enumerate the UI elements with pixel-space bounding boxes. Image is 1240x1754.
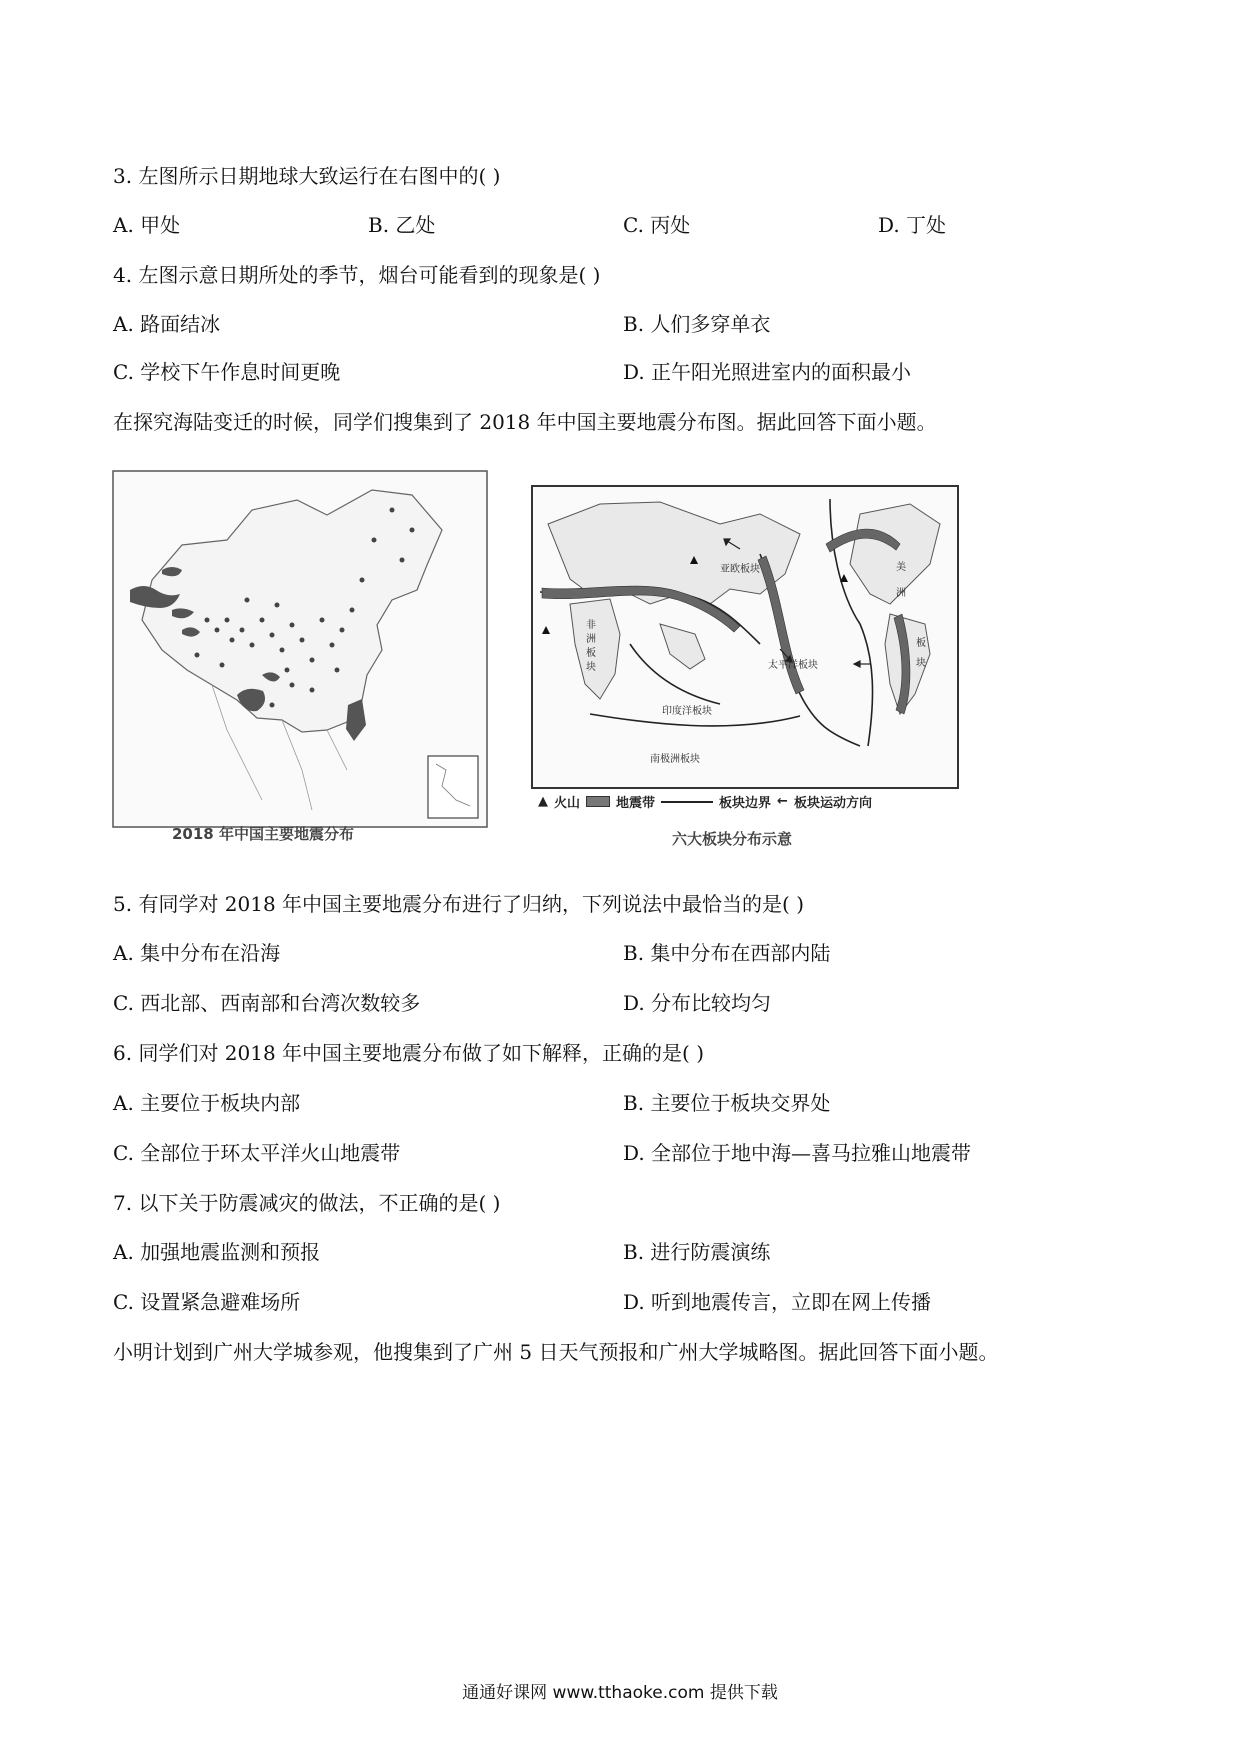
- label-africa-3: 板: [586, 648, 596, 659]
- label-america-1: 美: [896, 562, 906, 573]
- china-earthquake-map: [112, 470, 488, 828]
- label-indian-plate: 印度洋板块: [662, 706, 712, 717]
- volcano-icon: ▲: [538, 794, 548, 809]
- q7-option-c: C. 设置紧急避难场所: [113, 1290, 301, 1314]
- plates-legend: [538, 792, 872, 811]
- label-america-3: 板: [916, 638, 926, 649]
- legend-quake-zone: 地震带: [616, 796, 656, 811]
- china-map-caption: 2018 年中国主要地震分布: [172, 825, 354, 843]
- q5-option-a: A. 集中分布在沿海: [113, 941, 281, 965]
- label-africa-4: 块: [586, 662, 596, 673]
- q6-option-b: B. 主要位于板块交界处: [623, 1091, 831, 1115]
- label-africa-1: 非: [586, 620, 596, 631]
- q4-stem: 4. 左图示意日期所处的季节，烟台可能看到的现象是( ): [113, 263, 601, 287]
- q7-option-a: A. 加强地震监测和预报: [113, 1240, 321, 1264]
- q3-option-d: D. 丁处: [878, 213, 947, 237]
- legend-volcano: 火山: [554, 796, 581, 811]
- label-america-2: 洲: [896, 588, 906, 599]
- q7-option-d: D. 听到地震传言，立即在网上传播: [623, 1290, 932, 1314]
- q4-option-a: A. 路面结冰: [113, 312, 221, 336]
- legend-boundary: 板块边界: [719, 796, 772, 811]
- q3-stem: 3. 左图所示日期地球大致运行在右图中的( ): [113, 164, 501, 188]
- plates-map-caption: 六大板块分布示意: [672, 830, 793, 848]
- q6-option-c: C. 全部位于环太平洋火山地震带: [113, 1141, 401, 1165]
- q5-stem: 5. 有同学对 2018 年中国主要地震分布进行了归纳，下列说法中最恰当的是( ): [113, 892, 805, 916]
- motion-arrow-icon: ←: [777, 794, 788, 809]
- intro-earthquake: 在探究海陆变迁的时候，同学们搜集到了 2018 年中国主要地震分布图。据此回答下面小题。: [113, 410, 937, 434]
- q3-option-a: A. 甲处: [113, 213, 181, 237]
- q5-option-b: B. 集中分布在西部内陆: [623, 941, 831, 965]
- q4-option-b: B. 人们多穿单衣: [623, 312, 771, 336]
- label-africa-2: 洲: [586, 634, 596, 645]
- page-footer: 通通好课网 www.tthaoke.com 提供下载: [462, 1683, 778, 1703]
- q5-option-c: C. 西北部、西南部和台湾次数较多: [113, 991, 421, 1015]
- label-pacific-plate: 太平洋板块: [768, 660, 818, 671]
- label-eurasian-plate: 亚欧板块: [720, 564, 760, 575]
- q4-option-c: C. 学校下午作息时间更晚: [113, 360, 341, 384]
- quake-zone-swatch-icon: [586, 796, 610, 807]
- q5-option-d: D. 分布比较均匀: [623, 991, 772, 1015]
- q4-option-d: D. 正午阳光照进室内的面积最小: [623, 360, 912, 384]
- q7-option-b: B. 进行防震演练: [623, 1240, 771, 1264]
- q3-option-b: B. 乙处: [368, 213, 436, 237]
- q7-stem: 7. 以下关于防震减灾的做法，不正确的是( ): [113, 1191, 501, 1215]
- six-plates-map: [530, 484, 960, 811]
- q6-stem: 6. 同学们对 2018 年中国主要地震分布做了如下解释，正确的是( ): [113, 1041, 705, 1065]
- q6-option-d: D. 全部位于地中海—喜马拉雅山地震带: [623, 1141, 972, 1165]
- label-america-4: 块: [916, 658, 926, 669]
- intro-guangzhou: 小明计划到广州大学城参观，他搜集到了广州 5 日天气预报和广州大学城略图。据此回答下面小题。: [113, 1340, 999, 1364]
- q3-option-c: C. 丙处: [623, 213, 691, 237]
- q6-option-a: A. 主要位于板块内部: [113, 1091, 301, 1115]
- boundary-line-icon: [661, 801, 713, 803]
- legend-motion: 板块运动方向: [793, 796, 872, 811]
- label-antarctic-plate: 南极洲板块: [650, 754, 700, 765]
